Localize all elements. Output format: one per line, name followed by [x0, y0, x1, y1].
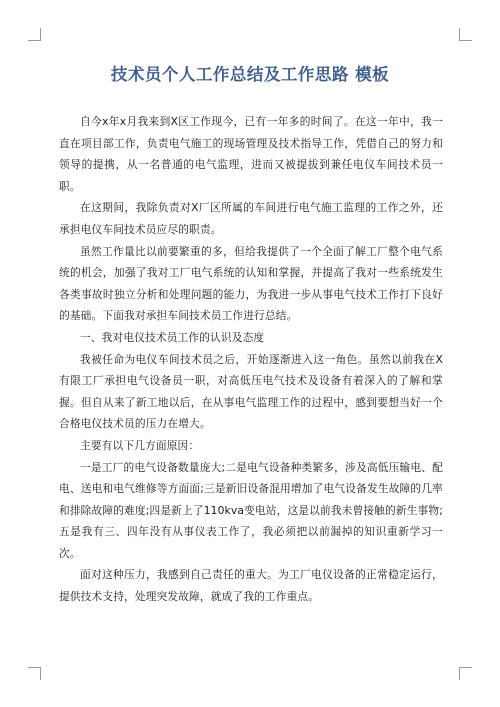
paragraph-reasons-list: 一是工厂的电气设备数量庞大;二是电气设备种类繁多，涉及高低压输电、配电、送电和电气维修等方面面;三是新旧设备混用增加了电气设备发生故障的几率和排除故障的难度;四是新上了110kva变电站，这是以前我未曾接触的新生事物;五是我有三、四年没有从事仪表工作了，我必须把以前漏掉的知识重新学习一次。: [59, 460, 443, 560]
paragraph-intro: 自今x年x月我来到X区工作现今，已有一年多的时间了。在这一年中，我一直在项目部工作，负责电气施工的现场管理及技术指导工作，凭借自己的努力和领导的提携，从一名普通的电气监理，进而又被提拔到兼任电仪车间技术员一职。: [59, 115, 443, 193]
document-title: 技术员个人工作总结及工作思路 模板: [110, 65, 390, 84]
paragraph-duties: 在这期间，我除负责对X厂区所属的车间进行电气施工监理的工作之外，还承担电仪车间技术员应尽的职责。: [59, 201, 443, 236]
crop-mark-bottom-left: [28, 667, 41, 680]
document-body: [59, 111, 443, 608]
crop-mark-bottom-right: [459, 667, 472, 680]
paragraph-responsibility: 面对这种压力，我感到自己责任的重大。为工厂电仪设备的正常稳定运行，提供技术支持，处理突发故障，就成了我的工作重点。: [59, 568, 443, 604]
crop-mark-top-right: [459, 28, 472, 41]
paragraph-reasons-intro: 主要有以下几方面原因：: [80, 438, 200, 452]
section-heading-1: 一、我对电仪技术员工作的认识及态度: [80, 330, 265, 344]
paragraph-appointment: 我被任命为电仪车间技术员之后，开始逐渐进入这一角色。虽然以前我在X有限工厂承担电气设备员一职，对高低压电气技术及设备有着深入的了解和掌握。但自从来了新工地以后，在从事电气监理工作的过程中，感到要想当好一个合格电仪技术员的压力在增大。: [59, 352, 443, 431]
crop-mark-top-left: [28, 28, 41, 41]
paragraph-workload: 虽然工作量比以前要繁重的多，但给我提供了一个全面了解工厂整个电气系统的机会，加强了我对工厂电气系统的认知和掌握，并提高了我对一些系统发生各类事故时独立分析和处理问题的能力，为我进一步从事电气技术工作打下良好的基础。下面我对承担车间技术员工作进行总结。: [59, 244, 443, 323]
